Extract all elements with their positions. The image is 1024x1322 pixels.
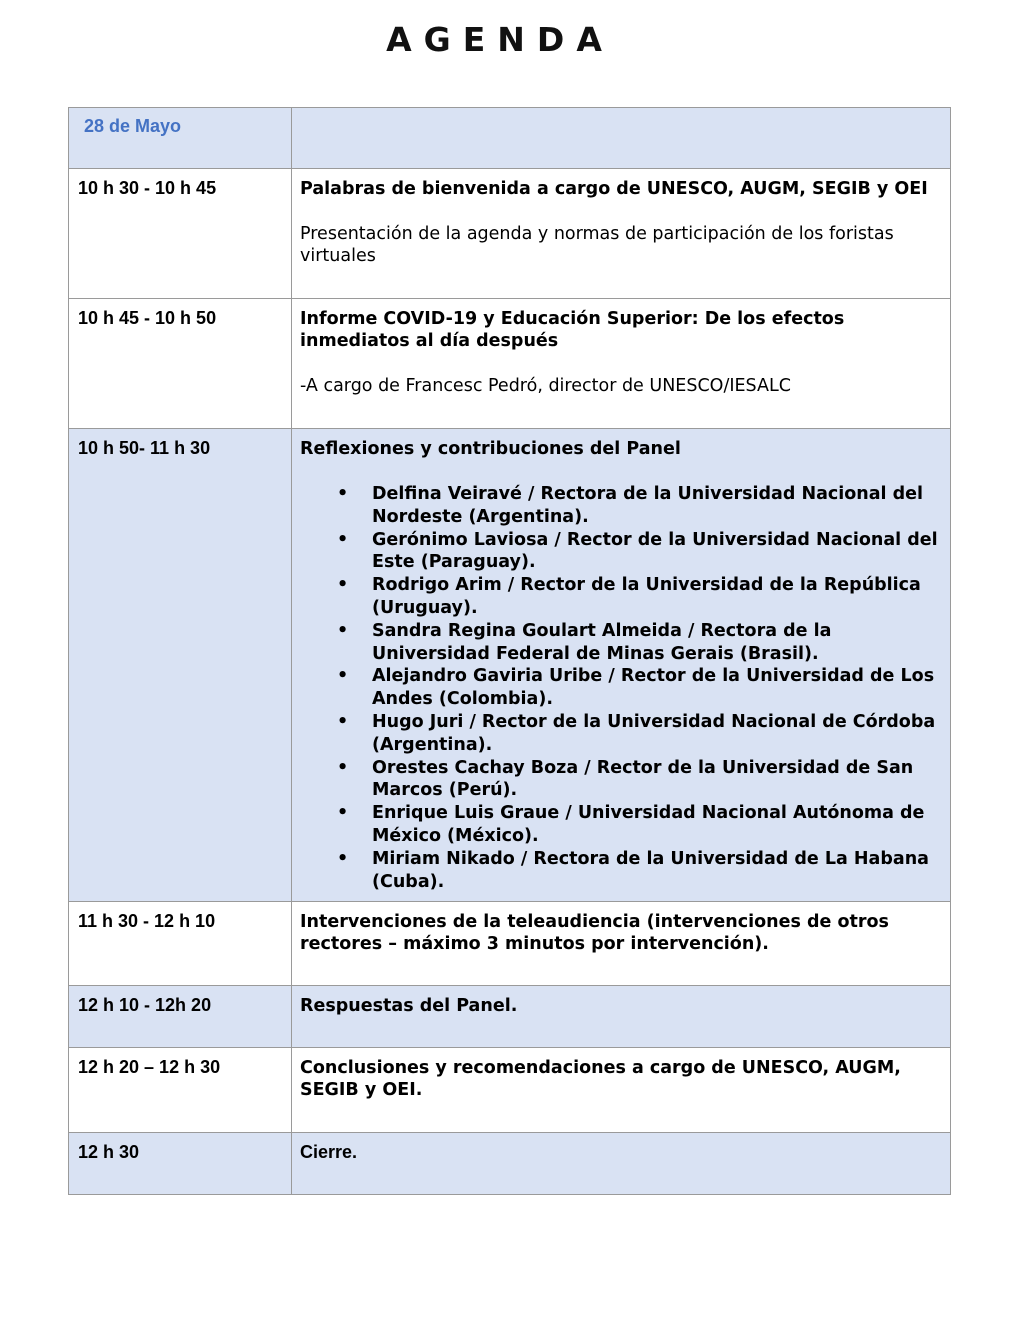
bullet-icon: •: [337, 803, 349, 824]
time-cell: [69, 1133, 292, 1195]
panelist: Miriam Nikado / Rectora de la Universidad de La Habana (Cuba).: [372, 848, 929, 892]
time-cell: [69, 902, 292, 986]
table-row: [69, 902, 951, 986]
list-item: [300, 711, 942, 757]
session-heading: Respuestas del Panel.: [300, 996, 518, 1016]
session-text: -A cargo de Francesc Pedró, director de UNESCO/IESALC: [300, 376, 791, 396]
time-cell: [69, 429, 292, 902]
date-row: [69, 108, 951, 169]
description-cell: [292, 1048, 951, 1133]
bullet-icon: •: [337, 529, 349, 550]
time-label: 12 h 20 – 12 h 30: [78, 1057, 221, 1077]
bullet-icon: •: [337, 575, 349, 596]
time-label: 10 h 45 - 10 h 50: [78, 308, 217, 328]
bullet-icon: •: [337, 757, 349, 778]
bullet-icon: •: [337, 666, 349, 687]
table-row: [69, 986, 951, 1048]
description-cell: [292, 986, 951, 1048]
session-heading: Informe COVID-19 y Educación Superior: De los efectos inmediatos al día después: [300, 309, 845, 351]
table-row: [69, 169, 951, 299]
table-row: [69, 1133, 951, 1195]
time-cell: [69, 169, 292, 299]
bullet-icon: •: [337, 711, 349, 732]
bullet-icon: •: [337, 848, 349, 869]
description-cell: [292, 1133, 951, 1195]
panelist: Enrique Luis Graue / Universidad Nacional Autónoma de México (México).: [372, 803, 925, 846]
table-row: [69, 1048, 951, 1133]
description-cell: [292, 902, 951, 986]
time-cell: [69, 1048, 292, 1133]
panelist: Orestes Cachay Boza / Rector de la Universidad de San Marcos (Perú).: [372, 757, 914, 801]
time-label: 12 h 30: [78, 1142, 140, 1162]
list-item: [300, 574, 942, 620]
panelist: Hugo Juri / Rector de la Universidad Nacional de Córdoba (Argentina).: [372, 711, 936, 755]
description-cell: [292, 169, 951, 299]
session-text: Presentación de la agenda y normas de participación de los foristas virtuales: [300, 224, 894, 266]
list-item: [300, 483, 942, 529]
session-heading: Reflexiones y contribuciones del Panel: [300, 439, 681, 459]
date-cell: [69, 108, 292, 169]
time-label: 10 h 30 - 10 h 45: [78, 178, 217, 198]
session-heading: Intervenciones de la teleaudiencia (intervenciones de otros rectores – máximo 3 minutos por intervención).: [300, 912, 889, 954]
session-heading: Cierre.: [300, 1142, 358, 1162]
description-cell: [292, 299, 951, 429]
time-cell: [69, 299, 292, 429]
panelist: Sandra Regina Goulart Almeida / Rectora de la Universidad Federal de Minas Gerais (Brasil).: [372, 620, 832, 664]
session-heading: Conclusiones y recomendaciones a cargo de UNESCO, AUGM, SEGIB y OEI.: [300, 1058, 901, 1100]
time-label: 10 h 50- 11 h 30: [78, 438, 211, 458]
list-item: [300, 848, 942, 894]
time-label: 11 h 30 - 12 h 10: [78, 911, 216, 931]
table-row: [69, 299, 951, 429]
panelist: Alejandro Gaviria Uribe / Rector de la Universidad de Los Andes (Colombia).: [372, 666, 935, 710]
table-row: [69, 429, 951, 902]
empty-cell: [292, 108, 951, 169]
list-item: [300, 802, 942, 848]
panel-list: [300, 483, 942, 893]
panelist: Delfina Veiravé / Rectora de la Universidad Nacional del Nordeste (Argentina).: [372, 484, 924, 527]
date-label: 28 de Mayo: [84, 116, 182, 136]
list-item: [300, 620, 942, 666]
panelist: Gerónimo Laviosa / Rector de la Universidad Nacional del Este (Paraguay).: [372, 529, 938, 573]
description-cell: [292, 429, 951, 902]
bullet-icon: •: [337, 484, 349, 504]
session-heading: Palabras de bienvenida a cargo de UNESCO, AUGM, SEGIB y OEI: [300, 179, 928, 199]
bullet-icon: •: [337, 620, 349, 641]
list-item: [300, 665, 942, 711]
panelist: Rodrigo Arim / Rector de la Universidad de la República (Uruguay).: [372, 575, 921, 618]
time-label: 12 h 10 - 12h 20: [78, 995, 212, 1015]
list-item: [300, 757, 942, 803]
time-cell: [69, 986, 292, 1048]
page-title: AGENDA: [386, 20, 614, 59]
list-item: [300, 529, 942, 575]
agenda-table: [68, 107, 951, 1195]
